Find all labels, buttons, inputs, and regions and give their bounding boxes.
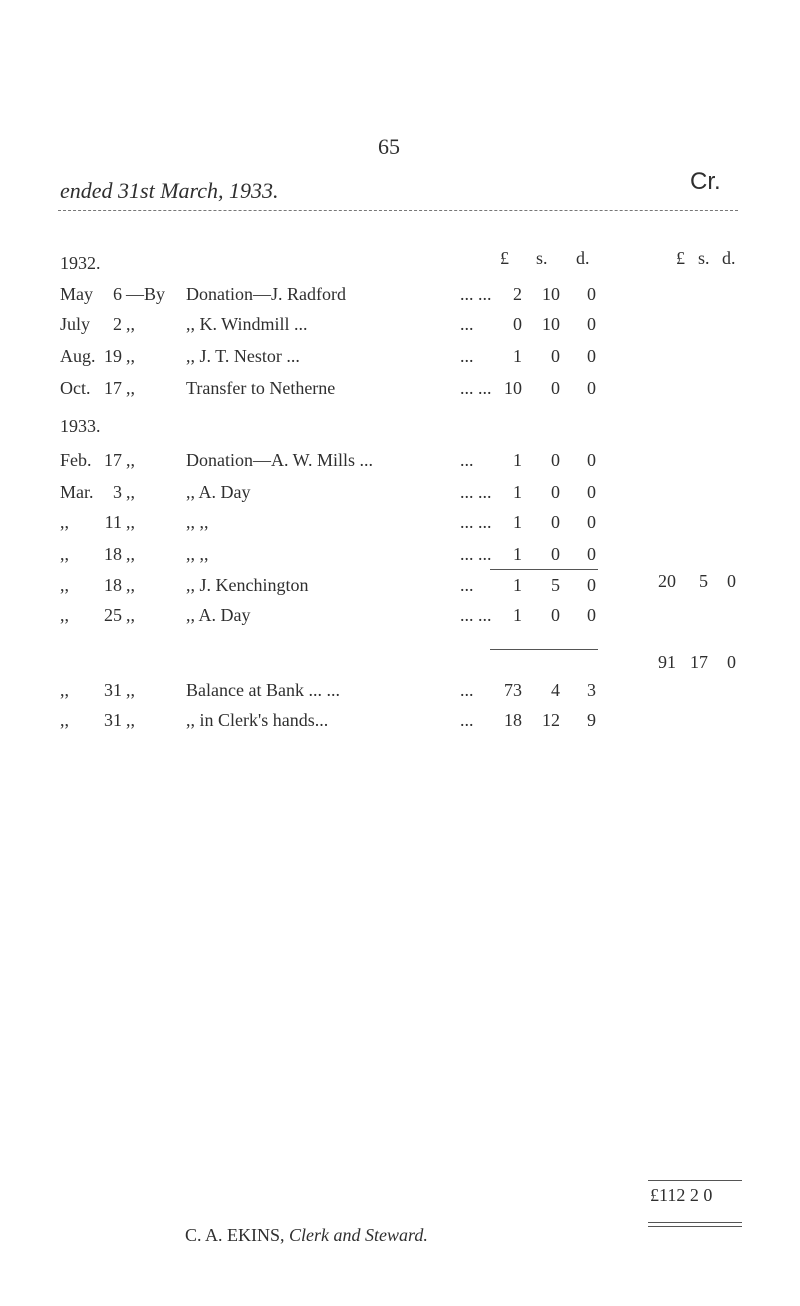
credit-label: Cr. xyxy=(690,168,721,195)
ledger-row xyxy=(0,482,800,506)
row-pounds: 1 xyxy=(513,450,522,470)
subtotal-rule-2 xyxy=(490,649,598,650)
row-leader-dots: ... xyxy=(460,575,474,595)
ledger-row xyxy=(0,575,800,599)
row-pounds: 1 xyxy=(513,605,522,625)
row-pounds: 1 xyxy=(513,346,522,366)
row-shillings: 0 xyxy=(551,512,560,532)
row-leader-dots: ... xyxy=(460,710,474,730)
row-pounds: 18 xyxy=(504,710,522,730)
row-by: ,, xyxy=(126,378,135,398)
row-pounds: 0 xyxy=(513,314,522,334)
row-day: 6 xyxy=(113,284,122,304)
outer-pounds-header: £ xyxy=(676,248,685,268)
row-leader-dots: ... ... xyxy=(460,544,492,564)
row-pence: 0 xyxy=(587,482,596,502)
row-month: ,, xyxy=(60,680,69,700)
row-shillings: 0 xyxy=(551,346,560,366)
row-month: Feb. xyxy=(60,450,92,470)
row-month: Aug. xyxy=(60,346,96,366)
row-pounds: 1 xyxy=(513,482,522,502)
subtotal-2-pence: 0 xyxy=(727,652,736,672)
row-pounds: 10 xyxy=(504,378,522,398)
signature-title: Clerk and Steward. xyxy=(289,1225,428,1245)
ledger-row xyxy=(0,314,800,338)
row-description: ,, in Clerk's hands... xyxy=(186,710,329,730)
row-shillings: 0 xyxy=(551,450,560,470)
row-description: ,, J. T. Nestor ... xyxy=(186,346,300,366)
row-month: July xyxy=(60,314,91,334)
row-pence: 0 xyxy=(587,544,596,564)
row-leader-dots: ... ... xyxy=(460,512,492,532)
row-by: ,, xyxy=(126,512,135,532)
row-month: ,, xyxy=(60,710,69,730)
ledger-row xyxy=(0,710,800,734)
row-shillings: 0 xyxy=(551,378,560,398)
subtotal-2-pounds: 91 xyxy=(658,652,676,672)
row-pounds: 73 xyxy=(504,680,522,700)
grand-total: £112 2 0 xyxy=(650,1185,713,1205)
row-pence: 9 xyxy=(587,710,596,730)
row-pence: 0 xyxy=(587,512,596,532)
row-shillings: 10 xyxy=(542,284,560,304)
row-shillings: 0 xyxy=(551,482,560,502)
row-month: ,, xyxy=(60,544,69,564)
grand-total-rule xyxy=(648,1180,742,1181)
row-by: ,, xyxy=(126,314,135,334)
row-shillings: 5 xyxy=(551,575,560,595)
row-shillings: 0 xyxy=(551,544,560,564)
row-day: 19 xyxy=(104,346,122,366)
grand-total-double-rule-top xyxy=(648,1222,742,1223)
ledger-row xyxy=(0,512,800,536)
row-shillings: 4 xyxy=(551,680,560,700)
ledger-row xyxy=(0,450,800,474)
row-leader-dots: ... xyxy=(460,680,474,700)
row-month: Mar. xyxy=(60,482,94,502)
row-pence: 0 xyxy=(587,284,596,304)
row-day: 25 xyxy=(104,605,122,625)
year-1932: 1932. xyxy=(60,253,101,273)
row-description: Transfer to Netherne xyxy=(186,378,336,398)
ledger-row xyxy=(0,680,800,704)
row-pence: 0 xyxy=(587,346,596,366)
row-pence: 3 xyxy=(587,680,596,700)
row-by: ,, xyxy=(126,450,135,470)
row-pounds: 1 xyxy=(513,575,522,595)
grand-total-double-rule-bottom xyxy=(648,1226,742,1227)
page-number: 65 xyxy=(378,134,400,159)
row-pence: 0 xyxy=(587,450,596,470)
outer-shillings-header: s. xyxy=(698,248,710,268)
row-leader-dots: ... xyxy=(460,314,474,334)
page-heading: ended 31st March, 1933. xyxy=(60,178,279,203)
row-description: Donation—A. W. Mills ... xyxy=(186,450,374,470)
row-month: ,, xyxy=(60,512,69,532)
row-shillings: 0 xyxy=(551,605,560,625)
row-leader-dots: ... xyxy=(460,346,474,366)
subtotal-1-pence: 0 xyxy=(727,571,736,591)
ledger-row xyxy=(0,346,800,370)
row-by: ,, xyxy=(126,575,135,595)
heading-rule xyxy=(58,210,738,211)
row-by: ,, xyxy=(126,605,135,625)
row-day: 2 xyxy=(113,314,122,334)
row-day: 17 xyxy=(104,450,122,470)
row-pounds: 2 xyxy=(513,284,522,304)
row-pence: 0 xyxy=(587,575,596,595)
ledger-row xyxy=(0,544,800,568)
ledger-row xyxy=(0,378,800,402)
row-description: ,, J. Kenchington xyxy=(186,575,309,595)
row-month: ,, xyxy=(60,575,69,595)
row-description: Donation—J. Radford xyxy=(186,284,346,304)
row-leader-dots: ... ... xyxy=(460,482,492,502)
row-description: ,, K. Windmill ... xyxy=(186,314,308,334)
row-by: ,, xyxy=(126,544,135,564)
signature xyxy=(185,1225,428,1246)
row-leader-dots: ... xyxy=(460,450,474,470)
row-day: 3 xyxy=(113,482,122,502)
row-pounds: 1 xyxy=(513,544,522,564)
row-by: ,, xyxy=(126,482,135,502)
row-description: ,, A. Day xyxy=(186,605,251,625)
row-month: Oct. xyxy=(60,378,91,398)
inner-shillings-header: s. xyxy=(536,248,548,268)
row-pence: 0 xyxy=(587,314,596,334)
row-description: ,, ,, xyxy=(186,512,209,532)
subtotal-1-shillings: 5 xyxy=(699,571,708,591)
subtotal-rule-1 xyxy=(490,569,598,570)
row-pence: 0 xyxy=(587,605,596,625)
inner-pence-header: d. xyxy=(576,248,590,268)
row-day: 17 xyxy=(104,378,122,398)
row-month: ,, xyxy=(60,605,69,625)
signature-name: C. A. EKINS, xyxy=(185,1225,285,1245)
ledger-row xyxy=(0,605,800,629)
row-by: ,, xyxy=(126,680,135,700)
row-description: ,, ,, xyxy=(186,544,209,564)
outer-pence-header: d. xyxy=(722,248,736,268)
inner-pounds-header: £ xyxy=(500,248,509,268)
row-by: ,, xyxy=(126,710,135,730)
row-day: 11 xyxy=(104,512,122,532)
row-month: May xyxy=(60,284,93,304)
row-shillings: 10 xyxy=(542,314,560,334)
row-description: Balance at Bank ... ... xyxy=(186,680,340,700)
row-leader-dots: ... ... xyxy=(460,284,492,304)
row-by: ,, xyxy=(126,346,135,366)
year-1933: 1933. xyxy=(60,416,101,436)
row-pence: 0 xyxy=(587,378,596,398)
ledger-row xyxy=(0,284,800,308)
row-leader-dots: ... ... xyxy=(460,605,492,625)
subtotal-2-shillings: 17 xyxy=(690,652,708,672)
row-day: 31 xyxy=(104,710,122,730)
row-leader-dots: ... ... xyxy=(460,378,492,398)
row-day: 18 xyxy=(104,575,122,595)
row-description: ,, A. Day xyxy=(186,482,251,502)
row-by: —By xyxy=(126,284,166,304)
row-day: 18 xyxy=(104,544,122,564)
subtotal-1-pounds: 20 xyxy=(658,571,676,591)
row-pounds: 1 xyxy=(513,512,522,532)
row-day: 31 xyxy=(104,680,122,700)
row-shillings: 12 xyxy=(542,710,560,730)
